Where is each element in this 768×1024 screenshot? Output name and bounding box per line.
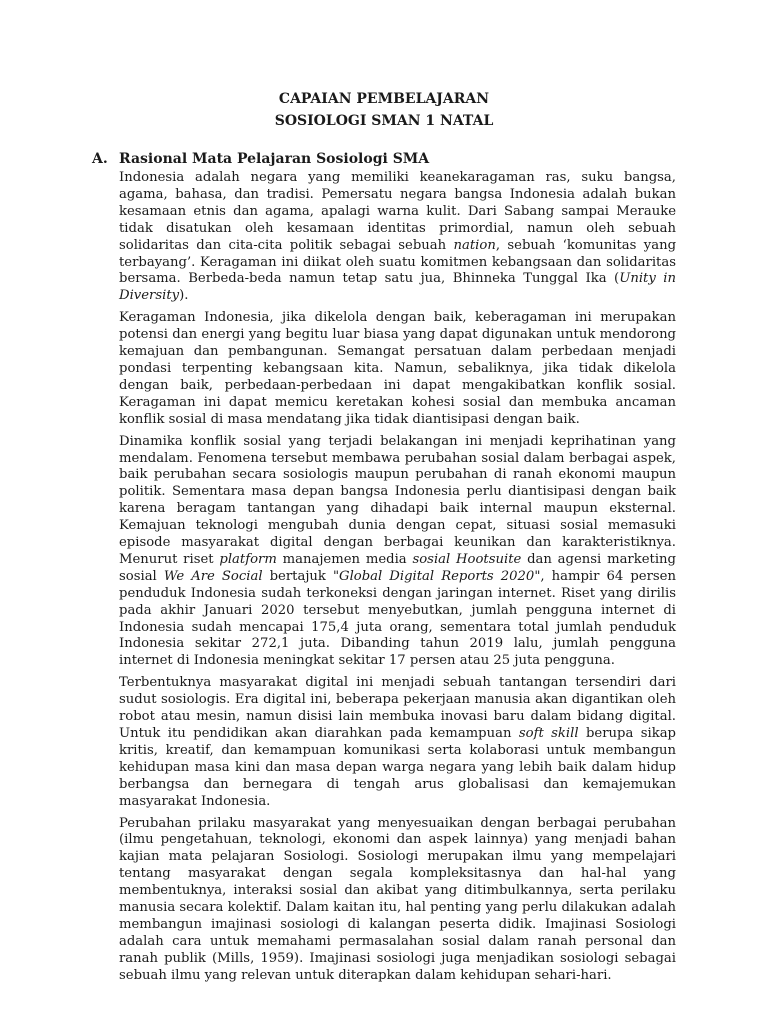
paragraph-1: Indonesia adalah negara yang memiliki keanekaragaman ras, suku bangsa, agama, bahasa, dan tradisi. Pemersatu negara bangsa Indonesia adalah bukan kesamaan etnis dan agama, apalagi warna kulit. Dari Sabang sampai Merauke tidak disatukan oleh kesamaan identitas primordial, namun oleh sebuah solidaritas dan cita-cita politik sebagai sebuah nation, sebuah ‘komunitas yang terbayang’. Keragaman ini diikat oleh suatu komitmen kebangsaan dan solidaritas bersama. Berbeda-beda namun tetap satu jua, Bhinneka Tunggal Ika (Unity in Diversity). <box>119 170 677 304</box>
paragraph-5: Perubahan prilaku masyarakat yang menyesuaikan dengan berbagai perubahan (ilmu pengetahuan, teknologi, ekonomi dan aspek lainnya) yang menjadi bahan kajian mata pelajaran Sosiologi. Sosiologi merupakan ilmu yang mempelajari tentang masyarakat dengan segala kompleksitasnya dan hal-hal yang membentuknya, interaksi sosial dan akibat yang ditimbulkannya, serta perilaku manusia secara kolektif. Dalam kaitan itu, hal penting yang perlu dilakukan adalah membangun imajinasi sosiologi di kalangan peserta didik. Imajinasi Sosiologi adalah cara untuk memahami permasalahan sosial dalam ranah personal dan ranah publik (Mills, 1959). Imajinasi sosiologi juga menjadikan sosiologi sebagai sebuah ilmu yang relevan untuk diterapkan dalam kehidupan sehari-hari. <box>119 815 676 983</box>
document-title <box>0 88 768 132</box>
paragraph-2: Keragaman Indonesia, jika dikelola dengan baik, keberagaman ini merupakan potensi dan energi yang begitu luar biasa yang dapat digunakan untuk mendorong kemajuan dan pembangunan. Semangat persatuan dalam perbedaan menjadi pondasi terpenting kebangsaan kita. Namun, sebaliknya, jika tidak dikelola dengan baik, perbedaan-perbedaan ini dapat mengakibatkan konflik sosial. Keragaman ini dapat memicu keretakan kohesi sosial dan membuka ancaman konflik sosial di masa mendatang jika tidak diantisipasi dengan baik. <box>119 310 676 427</box>
section-body <box>119 170 676 990</box>
section-heading-text: Rasional Mata Pelajaran Sosiologi SMA <box>119 151 430 167</box>
title-line-2: SOSIOLOGI SMAN 1 NATAL <box>274 113 494 129</box>
section-heading <box>92 150 429 168</box>
paragraph-4: Terbentuknya masyarakat digital ini menjadi sebuah tantangan tersendiri dari sudut sosiologis. Era digital ini, beberapa pekerjaan manusia akan digantikan oleh robot atau mesin, namun disisi lain membuka inovasi baru dalam bidang digital. Untuk itu pendidikan akan diarahkan pada kemampuan soft skill berupa sikap kritis, kreatif, dan kemampuan komunikasi serta kolaborasi untuk membangun kehidupan masa kini dan masa depan warga negara yang lebih baik dalam hidup berbangsa dan bernegara di tengah arus globalisasi dan kemajemukan masyarakat Indonesia. <box>119 675 676 809</box>
title-line-1: CAPAIAN PEMBELAJARAN <box>278 91 490 107</box>
section-letter: A. <box>92 151 108 167</box>
paragraph-3: Dinamika konflik sosial yang terjadi belakangan ini menjadi keprihatinan yang mendalam. Fenomena tersebut membawa perubahan sosial dalam berbagai aspek, baik perubahan secara sosiologis maupun perubahan di ranah ekonomi maupun politik. Sementara masa depan bangsa Indonesia perlu diantisipasi dengan baik karena beragam tantangan yang dihadapi baik internal maupun eksternal. Kemajuan teknologi mengubah dunia dengan cepat, situasi sosial memasuki episode masyarakat digital dengan berbagai keunikan dan karakteristiknya. Menurut riset platform manajemen media sosial Hootsuite dan agensi marketing sosial We Are Social bertajuk "Global Digital Reports 2020", hampir 64 persen penduduk Indonesia sudah terkoneksi dengan jaringan internet. Riset yang dirilis pada akhir Januari 2020 tersebut menyebutkan, jumlah pengguna internet di Indonesia sudah mencapai 175,4 juta orang, sementara total jumlah penduduk Indonesia sekitar 272,1 juta. Dibanding tahun 2019 lalu, jumlah pengguna internet di Indonesia meningkat sekitar 17 persen atau 25 juta pengguna. <box>119 433 676 669</box>
